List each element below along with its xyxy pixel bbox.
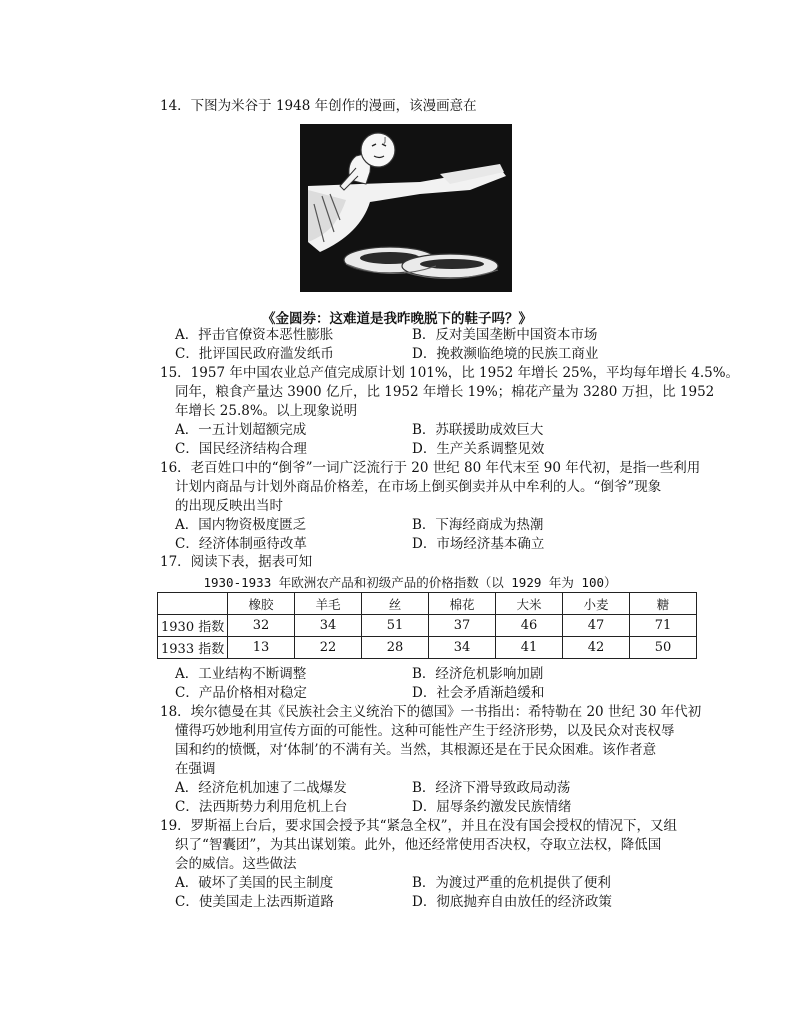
- cartoon-caption: 《金圆券：这难道是我昨晚脱下的鞋子吗？》: [262, 311, 532, 327]
- q19-option-b: B．为渡过严重的危机提供了便利: [412, 875, 611, 891]
- q16-stem-line2: 计划内商品与计划外商品价格差，在市场上倒买倒卖并从中牟利的人。“倒爷”现象: [175, 479, 662, 495]
- table-header-cell: 棉花: [429, 593, 496, 615]
- table-cell: 41: [496, 637, 563, 659]
- q16-stem-line3: 的出现反映出当时: [175, 498, 283, 514]
- q15-option-c: C．国民经济结构合理: [175, 441, 307, 457]
- q16-option-c: C．经济体制亟待改革: [175, 536, 307, 552]
- q18-option-d: D．屈辱条约激发民族情绪: [412, 799, 572, 815]
- table-cell: 37: [429, 615, 496, 637]
- q14-stem: 14．下图为米谷于 1948 年创作的漫画，该漫画意在: [160, 98, 477, 114]
- table-row: [158, 637, 697, 659]
- table-cell: 50: [630, 637, 697, 659]
- q17-option-a: A．工业结构不断调整: [175, 666, 307, 682]
- table-cell: 34: [429, 637, 496, 659]
- table-header-cell: [158, 593, 228, 615]
- table-header-cell: 橡胶: [228, 593, 295, 615]
- q18-stem-line2: 懂得巧妙地利用宣传方面的可能性。这种可能性产生于经济形势，以及民众对丧权辱: [175, 723, 675, 739]
- q15-option-b: B．苏联援助成效巨大: [412, 422, 544, 438]
- q19-stem-line1: 19．罗斯福上台后，要求国会授予其“紧急全权”，并且在没有国会授权的情况下，又组: [160, 818, 677, 834]
- table-cell: 13: [228, 637, 295, 659]
- table-header-row: [158, 593, 697, 615]
- q19-option-d: D．彻底抛弃自由放任的经济政策: [412, 894, 612, 910]
- table-cell: 71: [630, 615, 697, 637]
- q16-option-d: D．市场经济基本确立: [412, 536, 545, 552]
- q16-stem-line1: 16．老百姓口中的“倒爷”一词广泛流行于 20 世纪 80 年代末至 90 年代初，是指一些利用: [160, 460, 701, 476]
- q17-option-b: B．经济危机影响加剧: [412, 666, 544, 682]
- table-header-cell: 丝: [362, 593, 429, 615]
- q14-option-c: C．批评国民政府滥发纸币: [175, 346, 334, 362]
- q19-stem-line2: 织了“智囊团”，为其出谋划策。此外，他还经常使用否决权，夺取立法权，降低国: [175, 837, 662, 853]
- q15-stem-line1: 15．1957 年中国农业总产值完成原计划 101%，比 1952 年增长 25%，平均每年增长 4.5%。: [160, 365, 740, 381]
- q16-option-b: B．下海经商成为热潮: [412, 517, 544, 533]
- q18-stem-line3: 国和约的愤慨，对‘体制’的不满有关。当然，其根源还是在于民众困难。该作者意: [175, 742, 657, 758]
- q17-stem: 17．阅读下表，据表可知: [160, 554, 313, 570]
- q14-option-b: B．反对美国垄断中国资本市场: [412, 327, 598, 343]
- q17-option-c: C．产品价格相对稳定: [175, 685, 307, 701]
- table-cell: 22: [295, 637, 362, 659]
- table-header-cell: 羊毛: [295, 593, 362, 615]
- cartoon-image: [300, 124, 512, 292]
- q19-option-c: C．使美国走上法西斯道路: [175, 894, 334, 910]
- q15-stem-line3: 年增长 25.8%。以上现象说明: [175, 403, 358, 419]
- q15-stem-line2: 同年，粮食产量达 3900 亿斤，比 1952 年增长 19%；棉花产量为 3280 万担，比 1952: [175, 384, 715, 400]
- table-header-cell: 糖: [630, 593, 697, 615]
- table-row: [158, 615, 697, 637]
- q18-option-b: B．经济下滑导致政局动荡: [412, 780, 571, 796]
- q18-option-c: C．法西斯势力利用危机上台: [175, 799, 348, 815]
- q15-option-d: D．生产关系调整见效: [412, 441, 545, 457]
- price-index-table: [157, 592, 697, 659]
- q14-option-d: D．挽救濒临绝境的民族工商业: [412, 346, 599, 362]
- table-cell: 47: [563, 615, 630, 637]
- q18-option-a: A．经济危机加速了二战爆发: [175, 780, 347, 796]
- q14-option-a: A．抨击官僚资本恶性膨胀: [175, 327, 334, 343]
- table-header-cell: 大米: [496, 593, 563, 615]
- table-cell: 34: [295, 615, 362, 637]
- table-cell: 46: [496, 615, 563, 637]
- svg-text:J: J: [384, 136, 387, 144]
- q16-option-a: A．国内物资极度匮乏: [175, 517, 307, 533]
- table-row-label: 1930 指数: [158, 615, 228, 637]
- table-cell: 42: [563, 637, 630, 659]
- q19-option-a: A．破坏了美国的民主制度: [175, 875, 334, 891]
- table-cell: 28: [362, 637, 429, 659]
- table-row-label: 1933 指数: [158, 637, 228, 659]
- table-header-cell: 小麦: [563, 593, 630, 615]
- q17-option-d: D．社会矛盾渐趋缓和: [412, 685, 545, 701]
- table-title: 1930-1933 年欧洲农产品和初级产品的价格指数（以 1929 年为 100）: [203, 575, 617, 590]
- q15-option-a: A．一五计划超额完成: [175, 422, 307, 438]
- q18-stem-line1: 18．埃尔德曼在其《民族社会主义统治下的德国》一书指出：希特勒在 20 世纪 30 年代初: [160, 704, 702, 720]
- table-cell: 32: [228, 615, 295, 637]
- table-cell: 51: [362, 615, 429, 637]
- q18-stem-line4: 在强调: [175, 761, 216, 777]
- q19-stem-line3: 会的威信。这些做法: [175, 856, 297, 872]
